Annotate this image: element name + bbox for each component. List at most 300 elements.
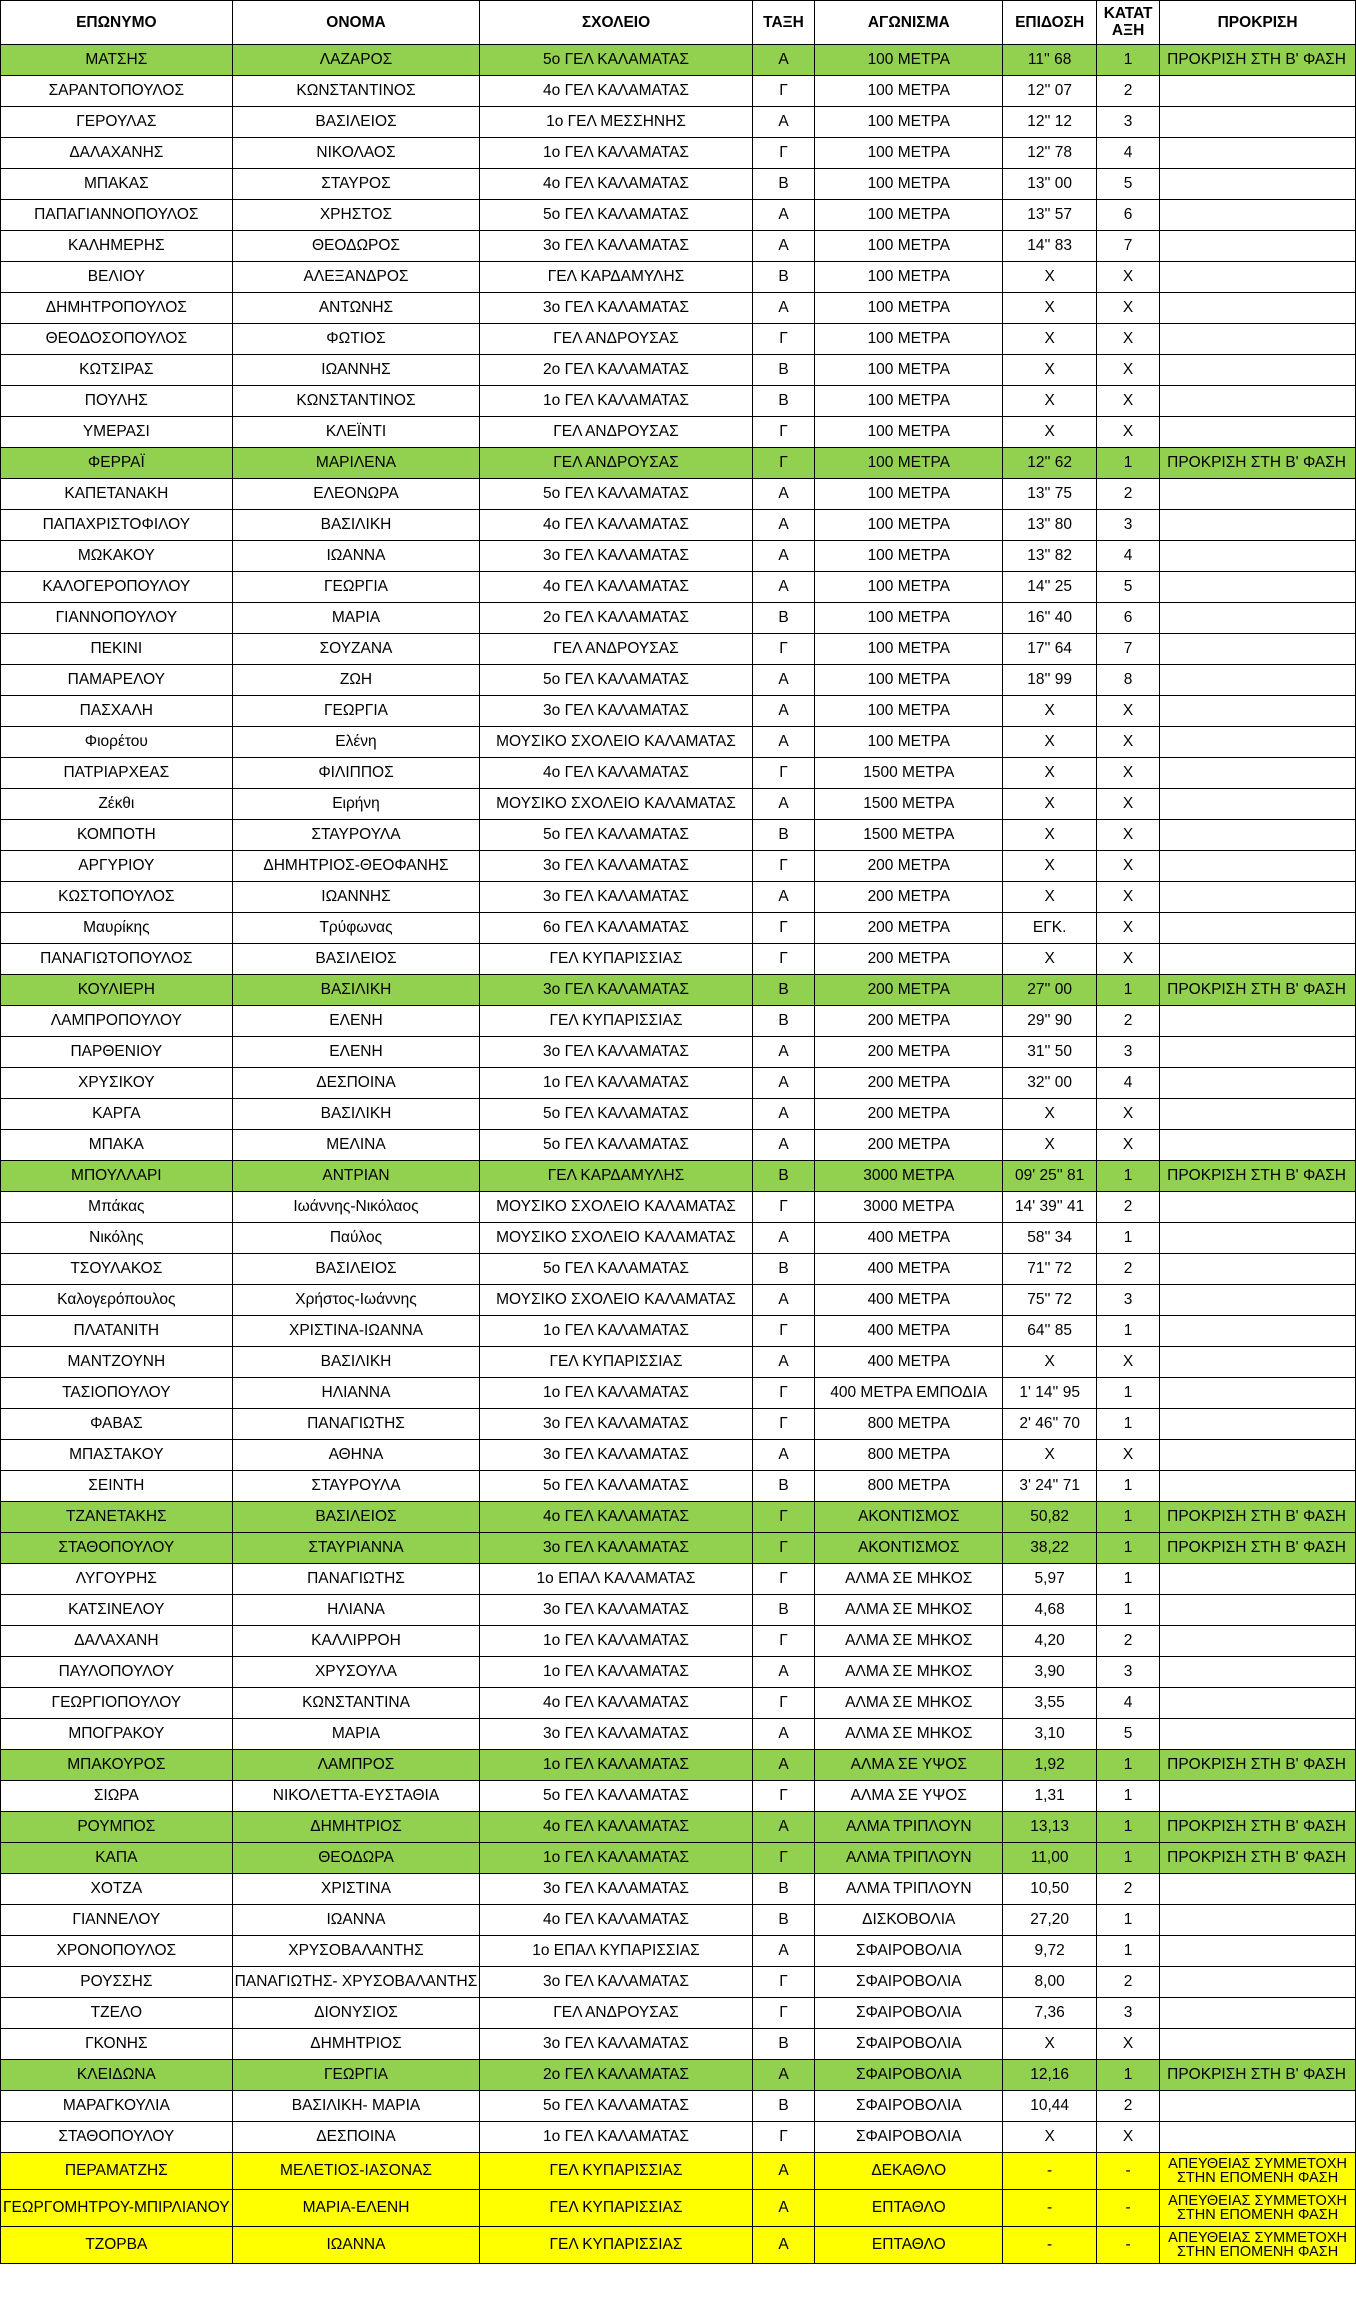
cell-grade: Γ — [752, 758, 815, 789]
cell-name: ΠΑΝΑΓΙΩΤΗΣ- ΧΡΥΣΟΒΑΛΑΝΤΗΣ — [232, 1967, 480, 1998]
cell-event: ΑΛΜΑ ΤΡΙΠΛΟΥΝ — [815, 1812, 1003, 1843]
cell-qualification — [1160, 1192, 1356, 1223]
cell-event: 400 ΜΕΤΡΑ — [815, 1316, 1003, 1347]
cell-surname: ΓΚΟΝΗΣ — [1, 2029, 233, 2060]
cell-school: 3ο ΓΕΛ ΚΑΛΑΜΑΤΑΣ — [480, 696, 752, 727]
cell-event: 3000 ΜΕΤΡΑ — [815, 1161, 1003, 1192]
cell-school: 3ο ΓΕΛ ΚΑΛΑΜΑΤΑΣ — [480, 882, 752, 913]
cell-qualification: ΠΡΟΚΡΙΣΗ ΣΤΗ Β' ΦΑΣΗ — [1160, 975, 1356, 1006]
table-row — [1, 1595, 1356, 1626]
cell-rank: 1 — [1097, 1471, 1160, 1502]
table-row — [1, 851, 1356, 882]
cell-name: ΓΕΩΡΓΙΑ — [232, 572, 480, 603]
cell-name: ΜΑΡΙΑ — [232, 1719, 480, 1750]
cell-name: ΚΑΛΛΙΡΡΟΗ — [232, 1626, 480, 1657]
cell-surname: ΤΑΣΙΟΠΟΥΛΟΥ — [1, 1378, 233, 1409]
cell-qualification: ΠΡΟΚΡΙΣΗ ΣΤΗ Β' ΦΑΣΗ — [1160, 1812, 1356, 1843]
cell-rank: 4 — [1097, 1688, 1160, 1719]
cell-performance: 38,22 — [1003, 1533, 1097, 1564]
cell-grade: Α — [752, 1719, 815, 1750]
cell-school: 1ο ΓΕΛ ΚΑΛΑΜΑΤΑΣ — [480, 1657, 752, 1688]
cell-rank: - — [1097, 2190, 1160, 2227]
cell-rank: 1 — [1097, 1843, 1160, 1874]
cell-event: 200 ΜΕΤΡΑ — [815, 1099, 1003, 1130]
table-row — [1, 417, 1356, 448]
cell-grade: Β — [752, 1905, 815, 1936]
cell-rank: 5 — [1097, 572, 1160, 603]
table-row — [1, 1998, 1356, 2029]
cell-school: 5ο ΓΕΛ ΚΑΛΑΜΑΤΑΣ — [480, 1130, 752, 1161]
cell-qualification — [1160, 386, 1356, 417]
cell-surname: ΓΙΑΝΝΟΠΟΥΛΟΥ — [1, 603, 233, 634]
cell-surname: ΘΕΟΔΟΣΟΠΟΥΛΟΣ — [1, 324, 233, 355]
cell-name: ΒΑΣΙΛΙΚΗ — [232, 510, 480, 541]
cell-rank: 1 — [1097, 1595, 1160, 1626]
cell-school: 1ο ΓΕΛ ΚΑΛΑΜΑΤΑΣ — [480, 138, 752, 169]
cell-surname: ΜΑΝΤΖΟΥΝΗ — [1, 1347, 233, 1378]
cell-surname: ΣΙΩΡΑ — [1, 1781, 233, 1812]
cell-performance: Χ — [1003, 1440, 1097, 1471]
cell-grade: Α — [752, 1223, 815, 1254]
cell-rank: 2 — [1097, 1626, 1160, 1657]
cell-name: ΒΑΣΙΛΕΙΟΣ — [232, 107, 480, 138]
cell-qualification — [1160, 1471, 1356, 1502]
table-row — [1, 1440, 1356, 1471]
cell-event: ΑΛΜΑ ΣΕ ΜΗΚΟΣ — [815, 1657, 1003, 1688]
cell-name: ΣΟΥΖΑΝΑ — [232, 634, 480, 665]
cell-school: 4ο ΓΕΛ ΚΑΛΑΜΑΤΑΣ — [480, 510, 752, 541]
cell-event: 200 ΜΕΤΡΑ — [815, 1006, 1003, 1037]
cell-rank: Χ — [1097, 1347, 1160, 1378]
cell-grade: Γ — [752, 1626, 815, 1657]
cell-school: 4ο ΓΕΛ ΚΑΛΑΜΑΤΑΣ — [480, 1905, 752, 1936]
cell-rank: 2 — [1097, 76, 1160, 107]
cell-rank: 1 — [1097, 1750, 1160, 1781]
table-row — [1, 2060, 1356, 2091]
cell-performance: 3,10 — [1003, 1719, 1097, 1750]
table-row — [1, 293, 1356, 324]
cell-qualification — [1160, 1099, 1356, 1130]
cell-performance: 75'' 72 — [1003, 1285, 1097, 1316]
cell-grade: Β — [752, 603, 815, 634]
table-row — [1, 107, 1356, 138]
cell-school: ΓΕΛ ΚΥΠΑΡΙΣΣΙΑΣ — [480, 1006, 752, 1037]
cell-grade: Β — [752, 1874, 815, 1905]
cell-rank: 2 — [1097, 1006, 1160, 1037]
header-event: ΑΓΩΝΙΣΜΑ — [815, 1, 1003, 45]
cell-performance: 5,97 — [1003, 1564, 1097, 1595]
table-row — [1, 169, 1356, 200]
cell-surname: ΚΟΥΛΙΕΡΗ — [1, 975, 233, 1006]
table-row — [1, 1781, 1356, 1812]
cell-qualification — [1160, 1967, 1356, 1998]
cell-performance: 12'' 12 — [1003, 107, 1097, 138]
cell-rank: 2 — [1097, 1192, 1160, 1223]
cell-rank: 4 — [1097, 1068, 1160, 1099]
table-row — [1, 200, 1356, 231]
table-row — [1, 1378, 1356, 1409]
cell-event: 100 ΜΕΤΡΑ — [815, 448, 1003, 479]
cell-name: ΜΕΛΙΝΑ — [232, 1130, 480, 1161]
header-performance: ΕΠΙΔΟΣΗ — [1003, 1, 1097, 45]
cell-rank: 2 — [1097, 1967, 1160, 1998]
cell-event: ΑΚΟΝΤΙΣΜΟΣ — [815, 1502, 1003, 1533]
cell-rank: Χ — [1097, 2122, 1160, 2153]
table-row — [1, 1409, 1356, 1440]
cell-event: 100 ΜΕΤΡΑ — [815, 45, 1003, 76]
cell-grade: Γ — [752, 138, 815, 169]
cell-surname: ΠΑΣΧΑΛΗ — [1, 696, 233, 727]
cell-surname: Μαυρίκης — [1, 913, 233, 944]
cell-surname: ΜΠΟΓΡΑΚΟΥ — [1, 1719, 233, 1750]
cell-grade: Γ — [752, 1688, 815, 1719]
cell-school: 1ο ΓΕΛ ΚΑΛΑΜΑΤΑΣ — [480, 386, 752, 417]
cell-qualification — [1160, 541, 1356, 572]
cell-school: 3ο ΓΕΛ ΚΑΛΑΜΑΤΑΣ — [480, 293, 752, 324]
cell-name: Χρήστος-Ιωάννης — [232, 1285, 480, 1316]
cell-qualification — [1160, 1409, 1356, 1440]
table-row — [1, 696, 1356, 727]
cell-name: ΛΑΜΠΡΟΣ — [232, 1750, 480, 1781]
cell-event: 200 ΜΕΤΡΑ — [815, 944, 1003, 975]
cell-grade: Γ — [752, 1378, 815, 1409]
table-row — [1, 727, 1356, 758]
table-row — [1, 386, 1356, 417]
table-row — [1, 355, 1356, 386]
cell-name: ΔΙΟΝΥΣΙΟΣ — [232, 1998, 480, 2029]
cell-school: 3ο ΓΕΛ ΚΑΛΑΜΑΤΑΣ — [480, 231, 752, 262]
cell-event: ΔΙΣΚΟΒΟΛΙΑ — [815, 1905, 1003, 1936]
cell-performance: 71'' 72 — [1003, 1254, 1097, 1285]
cell-school: 3ο ΓΕΛ ΚΑΛΑΜΑΤΑΣ — [480, 975, 752, 1006]
cell-rank: 1 — [1097, 1812, 1160, 1843]
table-row — [1, 1657, 1356, 1688]
table-row — [1, 634, 1356, 665]
cell-school: 1ο ΓΕΛ ΚΑΛΑΜΑΤΑΣ — [480, 1316, 752, 1347]
cell-performance: 13'' 00 — [1003, 169, 1097, 200]
cell-grade: Α — [752, 1812, 815, 1843]
cell-qualification: ΑΠΕΥΘΕΙΑΣ ΣΥΜΜΕΤΟΧΗ ΣΤΗΝ ΕΠΟΜΕΝΗ ΦΑΣΗ — [1160, 2190, 1356, 2227]
cell-qualification — [1160, 1223, 1356, 1254]
cell-performance: 2' 46'' 70 — [1003, 1409, 1097, 1440]
cell-school: 1ο ΓΕΛ ΚΑΛΑΜΑΤΑΣ — [480, 2122, 752, 2153]
cell-event: 100 ΜΕΤΡΑ — [815, 479, 1003, 510]
cell-performance: Χ — [1003, 324, 1097, 355]
cell-grade: Γ — [752, 448, 815, 479]
cell-rank: Χ — [1097, 727, 1160, 758]
cell-qualification — [1160, 1998, 1356, 2029]
cell-event: 1500 ΜΕΤΡΑ — [815, 789, 1003, 820]
cell-grade: Β — [752, 2029, 815, 2060]
cell-school: ΓΕΛ ΑΝΔΡΟΥΣΑΣ — [480, 324, 752, 355]
cell-performance: 31'' 50 — [1003, 1037, 1097, 1068]
cell-name: ΔΗΜΗΤΡΙΟΣ-ΘΕΟΦΑΝΗΣ — [232, 851, 480, 882]
table-row — [1, 1037, 1356, 1068]
cell-school: 3ο ΓΕΛ ΚΑΛΑΜΑΤΑΣ — [480, 2029, 752, 2060]
cell-qualification — [1160, 1068, 1356, 1099]
cell-performance: 14' 39'' 41 — [1003, 1192, 1097, 1223]
cell-qualification: ΠΡΟΚΡΙΣΗ ΣΤΗ Β' ΦΑΣΗ — [1160, 2060, 1356, 2091]
cell-grade: Α — [752, 541, 815, 572]
cell-grade: Γ — [752, 913, 815, 944]
cell-surname: ΔΑΛΑΧΑΝΗ — [1, 1626, 233, 1657]
cell-performance: 32'' 00 — [1003, 1068, 1097, 1099]
cell-event: ΣΦΑΙΡΟΒΟΛΙΑ — [815, 2060, 1003, 2091]
cell-surname: ΚΩΣΤΟΠΟΥΛΟΣ — [1, 882, 233, 913]
cell-grade: Α — [752, 1440, 815, 1471]
cell-school: 5ο ΓΕΛ ΚΑΛΑΜΑΤΑΣ — [480, 1099, 752, 1130]
cell-rank: 1 — [1097, 1378, 1160, 1409]
cell-qualification — [1160, 789, 1356, 820]
cell-qualification — [1160, 293, 1356, 324]
cell-grade: Β — [752, 1161, 815, 1192]
cell-event: 200 ΜΕΤΡΑ — [815, 1068, 1003, 1099]
cell-grade: Α — [752, 1068, 815, 1099]
cell-grade: Β — [752, 386, 815, 417]
cell-qualification: ΠΡΟΚΡΙΣΗ ΣΤΗ Β' ΦΑΣΗ — [1160, 448, 1356, 479]
table-row — [1, 2153, 1356, 2190]
cell-performance: Χ — [1003, 727, 1097, 758]
cell-grade: Α — [752, 231, 815, 262]
cell-school: 5ο ΓΕΛ ΚΑΛΑΜΑΤΑΣ — [480, 45, 752, 76]
cell-surname: ΜΠΑΚΟΥΡΟΣ — [1, 1750, 233, 1781]
cell-qualification — [1160, 76, 1356, 107]
cell-event: 400 ΜΕΤΡΑ ΕΜΠΟΔΙΑ — [815, 1378, 1003, 1409]
cell-rank: 1 — [1097, 1781, 1160, 1812]
cell-performance: 17'' 64 — [1003, 634, 1097, 665]
cell-qualification — [1160, 200, 1356, 231]
cell-grade: Γ — [752, 1533, 815, 1564]
cell-performance: ΕΓΚ. — [1003, 913, 1097, 944]
cell-qualification — [1160, 479, 1356, 510]
cell-performance: Χ — [1003, 293, 1097, 324]
cell-surname: ΓΕΩΡΓΙΟΠΟΥΛΟΥ — [1, 1688, 233, 1719]
cell-school: 5ο ΓΕΛ ΚΑΛΑΜΑΤΑΣ — [480, 2091, 752, 2122]
table-row — [1, 1068, 1356, 1099]
cell-surname: ΜΠΑΚΑ — [1, 1130, 233, 1161]
cell-event: 200 ΜΕΤΡΑ — [815, 851, 1003, 882]
cell-event: ΕΠΤΑΘΛΟ — [815, 2227, 1003, 2264]
cell-rank: 1 — [1097, 1409, 1160, 1440]
cell-rank: 2 — [1097, 1254, 1160, 1285]
cell-performance: Χ — [1003, 2122, 1097, 2153]
cell-name: ΚΛΕΪΝΤΙ — [232, 417, 480, 448]
cell-surname: ΠΑΡΘΕΝΙΟΥ — [1, 1037, 233, 1068]
table-row — [1, 2227, 1356, 2264]
cell-surname: ΧΟΤΖΑ — [1, 1874, 233, 1905]
cell-surname: ΠΑΤΡΙΑΡΧΕΑΣ — [1, 758, 233, 789]
cell-surname: ΛΑΜΠΡΟΠΟΥΛΟΥ — [1, 1006, 233, 1037]
cell-performance: 4,20 — [1003, 1626, 1097, 1657]
table-row — [1, 76, 1356, 107]
cell-name: ΗΛΙΑΝΝΑ — [232, 1378, 480, 1409]
table-row — [1, 665, 1356, 696]
cell-performance: 14'' 25 — [1003, 572, 1097, 603]
cell-rank: 2 — [1097, 2091, 1160, 2122]
cell-performance: 50,82 — [1003, 1502, 1097, 1533]
cell-school: 4ο ΓΕΛ ΚΑΛΑΜΑΤΑΣ — [480, 758, 752, 789]
cell-performance: 1' 14'' 95 — [1003, 1378, 1097, 1409]
cell-school: 3ο ΓΕΛ ΚΑΛΑΜΑΤΑΣ — [480, 541, 752, 572]
cell-performance: 11,00 — [1003, 1843, 1097, 1874]
header-school: ΣΧΟΛΕΙΟ — [480, 1, 752, 45]
cell-grade: Β — [752, 1471, 815, 1502]
cell-name: ΒΑΣΙΛΕΙΟΣ — [232, 944, 480, 975]
cell-school: 5ο ΓΕΛ ΚΑΛΑΜΑΤΑΣ — [480, 1254, 752, 1285]
cell-grade: Γ — [752, 1192, 815, 1223]
cell-grade: Γ — [752, 76, 815, 107]
cell-rank: Χ — [1097, 851, 1160, 882]
table-row — [1, 1905, 1356, 1936]
cell-event: ΣΦΑΙΡΟΒΟΛΙΑ — [815, 2091, 1003, 2122]
cell-event: ΑΛΜΑ ΤΡΙΠΛΟΥΝ — [815, 1874, 1003, 1905]
cell-name: ΚΩΝΣΤΑΝΤΙΝΟΣ — [232, 386, 480, 417]
cell-school: 1ο ΓΕΛ ΚΑΛΑΜΑΤΑΣ — [480, 1378, 752, 1409]
cell-name: Ιωάννης-Νικόλαος — [232, 1192, 480, 1223]
cell-performance: Χ — [1003, 386, 1097, 417]
cell-rank: 1 — [1097, 45, 1160, 76]
cell-grade: Γ — [752, 324, 815, 355]
cell-rank: 1 — [1097, 1223, 1160, 1254]
cell-qualification — [1160, 1006, 1356, 1037]
cell-event: ΑΛΜΑ ΣΕ ΜΗΚΟΣ — [815, 1564, 1003, 1595]
cell-grade: Γ — [752, 1409, 815, 1440]
cell-event: 100 ΜΕΤΡΑ — [815, 355, 1003, 386]
table-row — [1, 1533, 1356, 1564]
cell-surname: ΛΥΓΟΥΡΗΣ — [1, 1564, 233, 1595]
cell-grade: Α — [752, 200, 815, 231]
cell-school: ΓΕΛ ΚΥΠΑΡΙΣΣΙΑΣ — [480, 2153, 752, 2190]
cell-surname: ΜΠΟΥΛΛΑΡΙ — [1, 1161, 233, 1192]
cell-name: ΗΛΙΑΝΑ — [232, 1595, 480, 1626]
cell-event: 200 ΜΕΤΡΑ — [815, 1130, 1003, 1161]
cell-surname: ΚΩΤΣΙΡΑΣ — [1, 355, 233, 386]
cell-school: ΓΕΛ ΑΝΔΡΟΥΣΑΣ — [480, 634, 752, 665]
cell-grade: Γ — [752, 1564, 815, 1595]
cell-rank: 4 — [1097, 541, 1160, 572]
cell-name: ΚΩΝΣΤΑΝΤΙΝΟΣ — [232, 76, 480, 107]
cell-grade: Α — [752, 1037, 815, 1068]
table-row — [1, 262, 1356, 293]
header-name: ΟΝΟΜΑ — [232, 1, 480, 45]
cell-school: 3ο ΓΕΛ ΚΑΛΑΜΑΤΑΣ — [480, 1874, 752, 1905]
cell-event: 800 ΜΕΤΡΑ — [815, 1471, 1003, 1502]
cell-qualification — [1160, 1037, 1356, 1068]
cell-rank: 1 — [1097, 1905, 1160, 1936]
cell-performance: Χ — [1003, 696, 1097, 727]
cell-event: ΣΦΑΙΡΟΒΟΛΙΑ — [815, 2029, 1003, 2060]
cell-rank: 3 — [1097, 1285, 1160, 1316]
cell-name: ΝΙΚΟΛΕΤΤΑ-ΕΥΣΤΑΘΙΑ — [232, 1781, 480, 1812]
cell-rank: 1 — [1097, 1936, 1160, 1967]
table-row — [1, 758, 1356, 789]
cell-rank: Χ — [1097, 262, 1160, 293]
cell-grade: Β — [752, 975, 815, 1006]
cell-rank: - — [1097, 2227, 1160, 2264]
cell-performance: 3,90 — [1003, 1657, 1097, 1688]
table-row — [1, 138, 1356, 169]
cell-surname: ΓΕΡΟΥΛΑΣ — [1, 107, 233, 138]
cell-qualification — [1160, 1719, 1356, 1750]
cell-event: ΑΛΜΑ ΣΕ ΥΨΟΣ — [815, 1750, 1003, 1781]
cell-performance: 10,44 — [1003, 2091, 1097, 2122]
cell-grade: Γ — [752, 2122, 815, 2153]
cell-event: 400 ΜΕΤΡΑ — [815, 1223, 1003, 1254]
cell-surname: ΠΕΡΑΜΑΤΖΗΣ — [1, 2153, 233, 2190]
cell-performance: Χ — [1003, 1130, 1097, 1161]
cell-surname: ΠΑΜΑΡΕΛΟΥ — [1, 665, 233, 696]
cell-surname: Νικόλης — [1, 1223, 233, 1254]
cell-name: ΒΑΣΙΛΕΙΟΣ — [232, 1502, 480, 1533]
cell-performance: 12'' 62 — [1003, 448, 1097, 479]
cell-surname: ΚΑΠΑ — [1, 1843, 233, 1874]
cell-event: 800 ΜΕΤΡΑ — [815, 1409, 1003, 1440]
header-grade: ΤΑΞΗ — [752, 1, 815, 45]
cell-school: 4ο ΓΕΛ ΚΑΛΑΜΑΤΑΣ — [480, 1688, 752, 1719]
cell-surname: ΑΡΓΥΡΙΟΥ — [1, 851, 233, 882]
cell-school: 1ο ΓΕΛ ΚΑΛΑΜΑΤΑΣ — [480, 1068, 752, 1099]
cell-name: Παύλος — [232, 1223, 480, 1254]
cell-surname: ΜΑΡΑΓΚΟΥΛΙΑ — [1, 2091, 233, 2122]
cell-surname: ΚΑΛΟΓΕΡΟΠΟΥΛΟΥ — [1, 572, 233, 603]
cell-rank: 3 — [1097, 1657, 1160, 1688]
table-row — [1, 45, 1356, 76]
cell-grade: Α — [752, 510, 815, 541]
table-row — [1, 1316, 1356, 1347]
cell-performance: 3' 24'' 71 — [1003, 1471, 1097, 1502]
cell-surname: ΒΕΛΙΟΥ — [1, 262, 233, 293]
cell-name: ΣΤΑΥΡΟΥΛΑ — [232, 1471, 480, 1502]
cell-event: ΑΛΜΑ ΣΕ ΜΗΚΟΣ — [815, 1595, 1003, 1626]
cell-performance: 13'' 57 — [1003, 200, 1097, 231]
cell-performance: 09' 25'' 81 — [1003, 1161, 1097, 1192]
cell-qualification — [1160, 1657, 1356, 1688]
cell-qualification — [1160, 1285, 1356, 1316]
table-row — [1, 975, 1356, 1006]
table-row — [1, 2190, 1356, 2227]
cell-name: ΜΑΡΙΛΕΝΑ — [232, 448, 480, 479]
cell-grade: Γ — [752, 634, 815, 665]
cell-school: ΓΕΛ ΚΥΠΑΡΙΣΣΙΑΣ — [480, 2227, 752, 2264]
cell-event: 100 ΜΕΤΡΑ — [815, 169, 1003, 200]
cell-qualification — [1160, 1781, 1356, 1812]
cell-name: Ειρήνη — [232, 789, 480, 820]
cell-performance: - — [1003, 2153, 1097, 2190]
cell-surname: Φιορέτου — [1, 727, 233, 758]
cell-event: 400 ΜΕΤΡΑ — [815, 1347, 1003, 1378]
cell-performance: Χ — [1003, 944, 1097, 975]
cell-qualification: ΠΡΟΚΡΙΣΗ ΣΤΗ Β' ΦΑΣΗ — [1160, 1843, 1356, 1874]
cell-surname: Καλογερόπουλος — [1, 1285, 233, 1316]
cell-school: 6ο ΓΕΛ ΚΑΛΑΜΑΤΑΣ — [480, 913, 752, 944]
cell-qualification: ΑΠΕΥΘΕΙΑΣ ΣΥΜΜΕΤΟΧΗ ΣΤΗΝ ΕΠΟΜΕΝΗ ΦΑΣΗ — [1160, 2153, 1356, 2190]
cell-surname: ΠΑΥΛΟΠΟΥΛΟΥ — [1, 1657, 233, 1688]
cell-surname: ΠΑΝΑΓΙΩΤΟΠΟΥΛΟΣ — [1, 944, 233, 975]
cell-surname: ΔΗΜΗΤΡΟΠΟΥΛΟΣ — [1, 293, 233, 324]
cell-school: 4ο ΓΕΛ ΚΑΛΑΜΑΤΑΣ — [480, 1812, 752, 1843]
cell-event: 100 ΜΕΤΡΑ — [815, 324, 1003, 355]
cell-name: ΠΑΝΑΓΙΩΤΗΣ — [232, 1564, 480, 1595]
cell-rank: Χ — [1097, 2029, 1160, 2060]
cell-surname: ΣΤΑΘΟΠΟΥΛΟΥ — [1, 1533, 233, 1564]
cell-qualification — [1160, 1347, 1356, 1378]
cell-qualification — [1160, 107, 1356, 138]
cell-performance: 1,92 — [1003, 1750, 1097, 1781]
cell-qualification — [1160, 1905, 1356, 1936]
cell-qualification — [1160, 944, 1356, 975]
cell-qualification — [1160, 1936, 1356, 1967]
cell-name: ΝΙΚΟΛΑΟΣ — [232, 138, 480, 169]
